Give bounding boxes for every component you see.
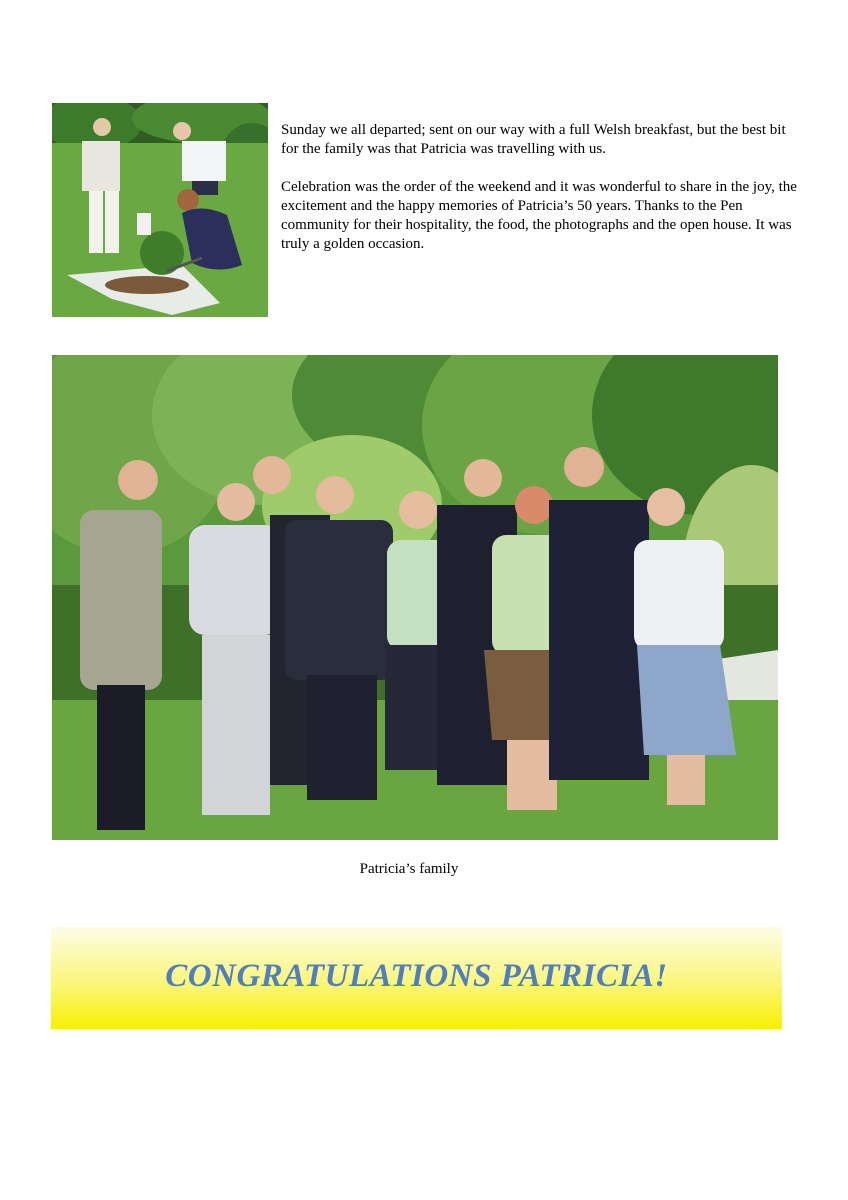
tree-planting-photo-art: [52, 103, 268, 317]
intro-text: [281, 121, 801, 273]
intro-paragraph-1: Sunday we all departed; sent on our way with a full Welsh breakfast, but the best bit for the family was that Patricia was travelling with us.: [281, 122, 786, 157]
family-group-photo-art: [52, 355, 778, 840]
congratulations-banner: [51, 927, 782, 1029]
photo-caption: Patricia’s family: [359, 861, 459, 877]
congratulations-text: CONGRATULATIONS PATRICIA!: [165, 957, 668, 994]
intro-paragraph-2: Celebration was the order of the weekend and it was wonderful to share in the joy, the excitement and the happy memories of Patricia’s 50 years. Thanks to the Pen community for their hospitality, the food, the photographs and the open house. It was truly a golden occasion.: [281, 179, 797, 252]
tree-planting-photo: [52, 103, 268, 317]
family-group-photo: [52, 355, 778, 840]
